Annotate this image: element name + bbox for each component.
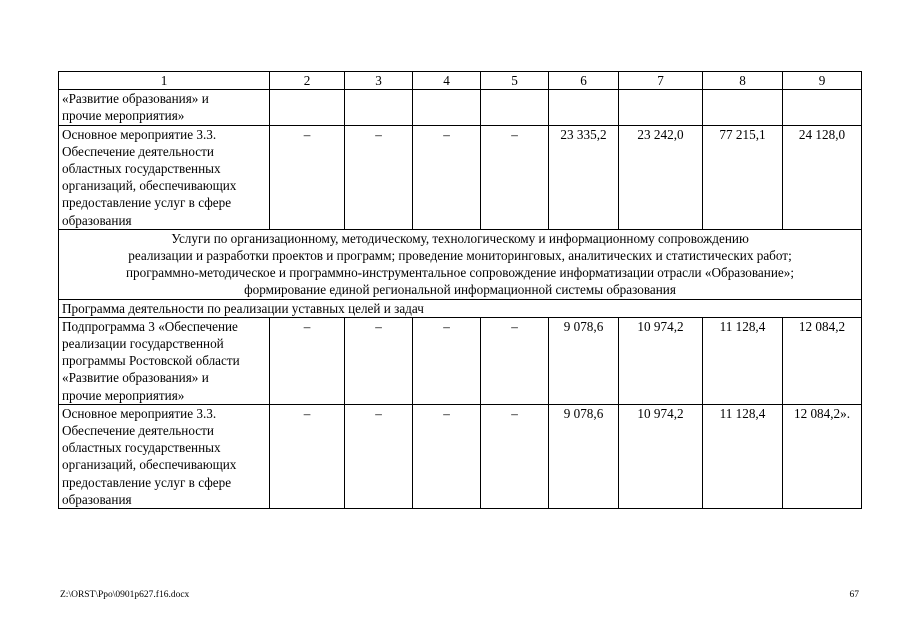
value-cell: 23 335,2 <box>549 125 619 229</box>
value-cell: – <box>413 317 481 404</box>
table-row-continuation <box>59 90 862 125</box>
column-number-cell: 4 <box>413 72 481 90</box>
value-cell <box>783 90 862 125</box>
value-cell: 23 242,0 <box>619 125 703 229</box>
value-cell: – <box>481 125 549 229</box>
value-cell: 10 974,2 <box>619 404 703 508</box>
column-number-cell: 9 <box>783 72 862 90</box>
value-cell <box>703 90 783 125</box>
subsection-heading-row <box>59 299 862 317</box>
value-cell: – <box>270 317 345 404</box>
value-cell: – <box>345 404 413 508</box>
subsection-heading: Программа деятельности по реализации уставных целей и задач <box>59 299 862 317</box>
row-name-cell: Основное мероприятие 3.3. Обеспечение деятельности областных государственных организаций, обеспечивающих предоставление услуг в сфере образования <box>59 404 270 508</box>
value-cell: – <box>270 125 345 229</box>
section-heading: Услуги по организационному, методическому, технологическому и информационному сопровождению реализации и разработки проектов и программ; проведение мониторинговых, аналитических и статистических работ; программно-методическое и программно-инструментальное сопровождение информатизации отрасли «Образование»; формирование единой региональной информационной системы образования <box>59 229 862 299</box>
table-row-activity-3-3-second <box>59 404 862 508</box>
value-cell: – <box>345 317 413 404</box>
value-cell <box>549 90 619 125</box>
column-number-cell: 5 <box>481 72 549 90</box>
value-cell <box>619 90 703 125</box>
value-cell: 11 128,4 <box>703 404 783 508</box>
value-cell: – <box>345 125 413 229</box>
value-cell: 24 128,0 <box>783 125 862 229</box>
value-cell: – <box>413 125 481 229</box>
value-cell: – <box>481 317 549 404</box>
value-cell: – <box>270 404 345 508</box>
budget-table <box>58 71 862 509</box>
value-cell: – <box>413 404 481 508</box>
value-cell: 12 084,2 <box>783 317 862 404</box>
value-cell: 9 078,6 <box>549 317 619 404</box>
value-cell <box>413 90 481 125</box>
row-name-cell: Подпрограмма 3 «Обеспечение реализации государственной программы Ростовской области «Развитие образования» и прочие мероприятия» <box>59 317 270 404</box>
row-name-cell: «Развитие образования» и прочие мероприятия» <box>59 90 270 125</box>
value-cell: 11 128,4 <box>703 317 783 404</box>
column-number-cell: 6 <box>549 72 619 90</box>
column-number-cell: 2 <box>270 72 345 90</box>
footer-file-path: Z:\ORST\Ppo\0901p627.f16.docx <box>60 590 190 600</box>
value-cell: 77 215,1 <box>703 125 783 229</box>
table-row-activity-3-3 <box>59 125 862 229</box>
column-number-cell: 3 <box>345 72 413 90</box>
column-number-cell: 1 <box>59 72 270 90</box>
value-cell <box>345 90 413 125</box>
column-number-row <box>59 72 862 90</box>
footer-page-number: 67 <box>849 590 859 600</box>
value-cell: 12 084,2». <box>783 404 862 508</box>
value-cell: 9 078,6 <box>549 404 619 508</box>
value-cell <box>481 90 549 125</box>
row-name-cell: Основное мероприятие 3.3. Обеспечение деятельности областных государственных организаций, обеспечивающих предоставление услуг в сфере образования <box>59 125 270 229</box>
column-number-cell: 8 <box>703 72 783 90</box>
value-cell <box>270 90 345 125</box>
value-cell: – <box>481 404 549 508</box>
section-heading-row <box>59 229 862 299</box>
value-cell: 10 974,2 <box>619 317 703 404</box>
column-number-cell: 7 <box>619 72 703 90</box>
table-row-subprogram-3 <box>59 317 862 404</box>
